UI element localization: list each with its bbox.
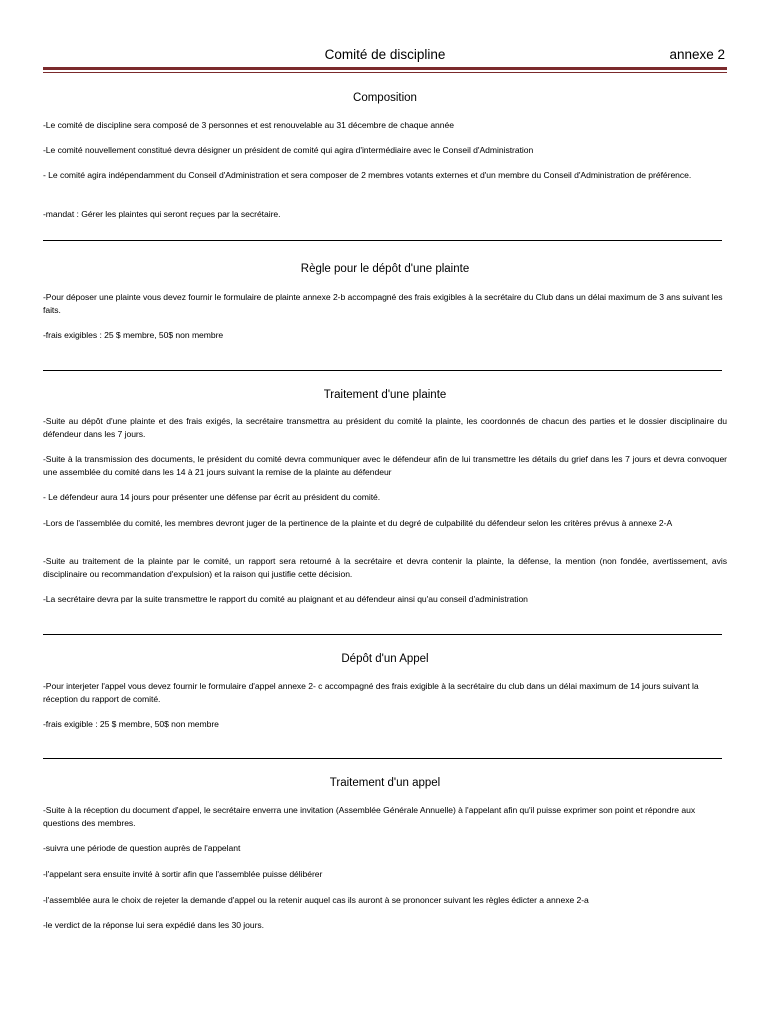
header-rule-thin bbox=[43, 72, 727, 73]
paragraph: - Le défendeur aura 14 jours pour présenter une défense par écrit au président du comité. bbox=[43, 492, 381, 502]
paragraph: -l'appelant sera ensuite invité à sortir afin que l'assemblée puisse délibérer bbox=[43, 869, 323, 879]
paragraph: -frais exigibles : 25 $ membre, 50$ non membre bbox=[43, 330, 224, 340]
section-divider bbox=[43, 240, 722, 241]
paragraph: -mandat : Gérer les plaintes qui seront reçues par la secrétaire. bbox=[43, 209, 281, 219]
paragraph: -suivra une période de question auprès de l'appelant bbox=[43, 843, 241, 853]
paragraph: -frais exigible : 25 $ membre, 50$ non membre bbox=[43, 719, 219, 729]
paragraph: -Suite au traitement de la plainte par le comité, un rapport sera retourné à la secrétaire et devra contenir la plainte, la défense, la mention (non fondée, avertissement, avis disciplinaire ou recommandation d'expulsion) et la raison qui justifie cette décision. bbox=[43, 556, 727, 579]
paragraph: -Le comité nouvellement constitué devra désigner un président de comité qui agira d'intermédiaire avec le Conseil d'Administration bbox=[43, 145, 534, 155]
header-rule-thick bbox=[43, 67, 727, 70]
paragraph: -Le comité de discipline sera composé de 3 personnes et est renouvelable au 31 décembre de chaque année bbox=[43, 120, 454, 130]
paragraph: -l'assemblée aura le choix de rejeter la demande d'appel ou la retenir auquel cas ils auront à se prononcer suivant les règles édicter a annexe 2-a bbox=[43, 895, 589, 905]
annex-label: annexe 2 bbox=[669, 47, 725, 62]
document-title: Comité de discipline bbox=[324, 47, 446, 62]
section-title-depot-appel: Dépôt d'un Appel bbox=[341, 653, 429, 665]
paragraph: -Suite à la réception du document d'appel, le secrétaire enverra une invitation (Assemblée Générale Annuelle) à l'appelant afin qu'il puisse exprimer son point et répondre aux questions des membres. bbox=[43, 805, 696, 828]
paragraph: -Suite à la transmission des documents, le président du comité devra communiquer avec le défendeur afin de lui transmettre les détails du grief dans les 7 jours et devra convoquer une assemblée du comité dans les 14 à 21 jours suivant la remise de la plainte au défendeur bbox=[43, 454, 727, 477]
section-title-depot-plainte: Règle pour le dépôt d'une plainte bbox=[300, 263, 470, 275]
paragraph: -Suite au dépôt d'une plainte et des frais exigés, la secrétaire transmettra au président du comité la plainte, les coordonnés de chacun des parties et le dossier disciplinaire du défendeur dans les 7 jours. bbox=[43, 416, 727, 439]
section-title-traitement-plainte: Traitement d'une plainte bbox=[323, 389, 447, 401]
section-divider bbox=[43, 758, 722, 759]
paragraph: -le verdict de la réponse lui sera expédié dans les 30 jours. bbox=[43, 920, 264, 930]
paragraph: -Pour déposer une plainte vous devez fournir le formulaire de plainte annexe 2-b accompagné des frais exigibles à la secrétaire du Club dans un délai maximum de 3 ans suivant les faits. bbox=[43, 292, 723, 315]
page-header bbox=[43, 46, 727, 64]
paragraph: -La secrétaire devra par la suite transmettre le rapport du comité au plaignant et au défendeur ainsi qu'au conseil d'administration bbox=[43, 594, 528, 604]
section-divider bbox=[43, 370, 722, 371]
paragraph: - Le comité agira indépendamment du Conseil d'Administration et sera composer de 2 membres votants externes et d'un membre du Conseil d'Administration de préférence. bbox=[43, 170, 692, 180]
paragraph: -Pour interjeter l'appel vous devez fournir le formulaire d'appel annexe 2- c accompagné des frais exigible à la secrétaire du club dans un délai maximum de 14 jours suivant la réception du rapport de comité. bbox=[43, 681, 699, 704]
paragraph: -Lors de l'assemblée du comité, les membres devront juger de la pertinence de la plainte et du degré de culpabilité du défendeur selon les critères prévus à annexe 2-A bbox=[43, 518, 673, 528]
section-title-composition: Composition bbox=[353, 92, 417, 104]
section-title-traitement-appel: Traitement d'un appel bbox=[329, 777, 441, 789]
section-divider bbox=[43, 634, 722, 635]
